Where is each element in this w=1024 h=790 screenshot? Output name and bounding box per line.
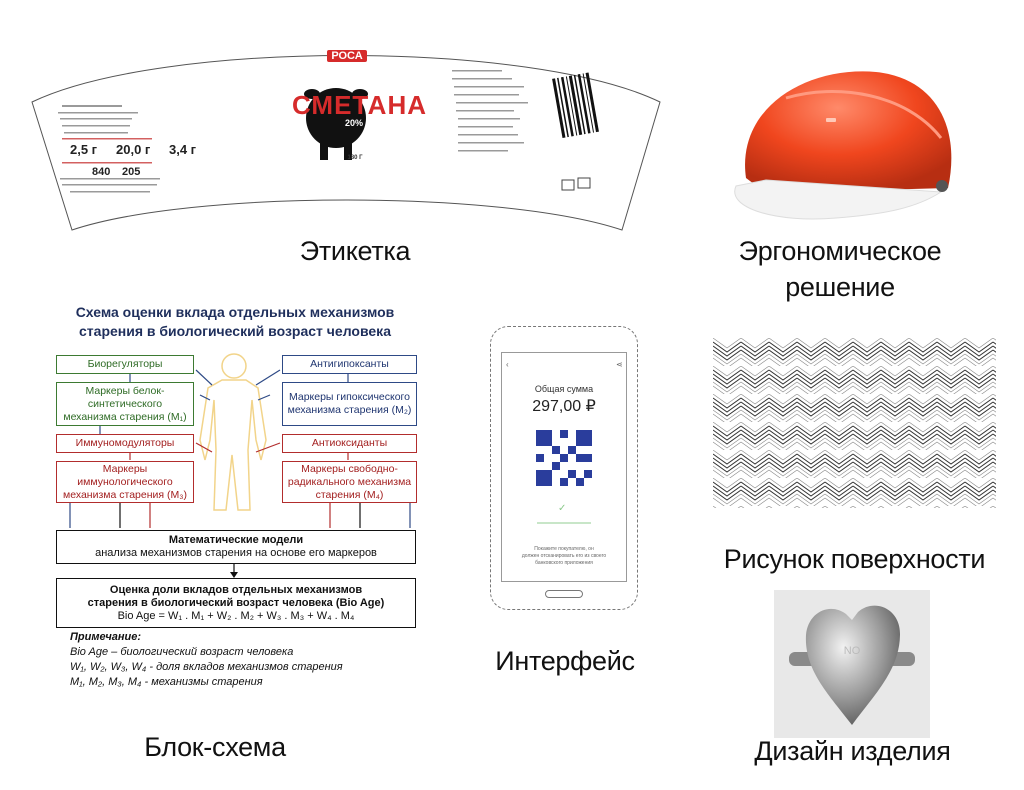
flow-box-result xyxy=(56,578,416,628)
caption-product: Дизайн изделия xyxy=(754,736,951,766)
phone-footer-text-2: покупателю, он xyxy=(558,546,594,552)
flow-box-m4: Маркеры свободно-радикального механизма старения (М₄) xyxy=(282,461,417,503)
label-nutrition-3: 3,4 г xyxy=(169,142,197,157)
flow-note-line-1: Bio Age – биологический возраст человека xyxy=(70,646,294,658)
share-icon: ⋖ xyxy=(616,360,623,369)
flow-box-math-models xyxy=(56,530,416,564)
label-brand: РОСА xyxy=(327,50,367,62)
flow-result-line2: старения в биологический возраст человека (Bio Age) xyxy=(87,596,385,609)
label-weight: 180 Г xyxy=(347,155,363,161)
flow-result-formula: Bio Age = W₁ . M₁ + W₂ . M₂ + W₃ . M₃ + W₄ . M₄ xyxy=(117,609,355,622)
label-fat: 20% xyxy=(344,118,363,128)
human-figure-icon xyxy=(200,354,266,510)
flow-box-antioxidants: Антиоксиданты xyxy=(282,434,417,453)
heart-ring-illustration xyxy=(774,590,930,738)
flow-box-bioregulators: Биорегуляторы xyxy=(56,355,194,374)
label-product-name: СМЕТАНА xyxy=(292,90,428,120)
checkmark-icon: ✓ xyxy=(558,503,567,514)
phone-footer-1 xyxy=(501,546,627,567)
caption-ergonomic-1: Эргономическое xyxy=(738,236,942,266)
flow-note-line-3: M₁, M₂, M₃, M₄ - механизмы старения xyxy=(70,676,263,688)
caption-ergonomic-2: решение xyxy=(785,272,895,302)
back-arrow-icon: ‹ xyxy=(506,360,509,369)
caption-flowchart: Блок-схема xyxy=(144,732,286,762)
helmet-illustration xyxy=(716,58,966,228)
label-nutrition-2: 20,0 г xyxy=(116,142,151,157)
flow-box-m2: Маркеры гипоксического механизма старения (М₂) xyxy=(282,382,417,426)
phone-total-value: 297,00 ₽ xyxy=(532,398,596,415)
surface-pattern xyxy=(713,338,996,508)
phone-footer-text-1: Покажите xyxy=(534,546,557,552)
caption-surface: Рисунок поверхности xyxy=(723,544,986,574)
caption-interface: Интерфейс xyxy=(495,646,635,676)
label-energy-1: 840 xyxy=(92,166,111,178)
flow-box-m1: Маркеры белок-синтетического механизма старения (М₁) xyxy=(56,382,194,426)
flow-note-title: Примечание: xyxy=(70,631,142,643)
phone-footer-text-4: банковского приложения xyxy=(535,560,593,566)
label-nutrition-1: 2,5 г xyxy=(70,142,98,157)
svg-text:NO: NO xyxy=(843,645,861,657)
label-energy-2: 205 xyxy=(122,166,141,178)
progress-line xyxy=(537,522,591,524)
flowchart-title-1: Схема оценки вклада отдельных механизмов xyxy=(75,304,395,320)
flow-box-immunomodulators: Иммуномодуляторы xyxy=(56,434,194,453)
flowchart-title-2: старения в биологический возраст человека xyxy=(79,323,391,339)
caption-label: Этикетка xyxy=(299,236,411,266)
phone-footer-text-3: должен отсканировать его из своего xyxy=(521,553,607,559)
flow-box-m3: Маркеры иммунологического механизма старения (М₃) xyxy=(56,461,194,503)
label-illustration xyxy=(22,30,670,240)
flow-result-line1: Оценка доли вкладов отдельных механизмов xyxy=(109,583,363,596)
flow-note-line-2: W₁, W₂, W₃, W₄ - доля вкладов механизмов старения xyxy=(70,661,343,673)
flow-box-antihypoxants: Антигипоксанты xyxy=(282,355,417,374)
qr-code-icon xyxy=(536,430,592,486)
flow-math-sub: анализа механизмов старения на основе его маркеров xyxy=(95,547,377,559)
phone-total-label: Общая сумма xyxy=(534,384,594,394)
home-button xyxy=(545,590,583,598)
flow-math-title: Математические модели xyxy=(168,534,304,546)
